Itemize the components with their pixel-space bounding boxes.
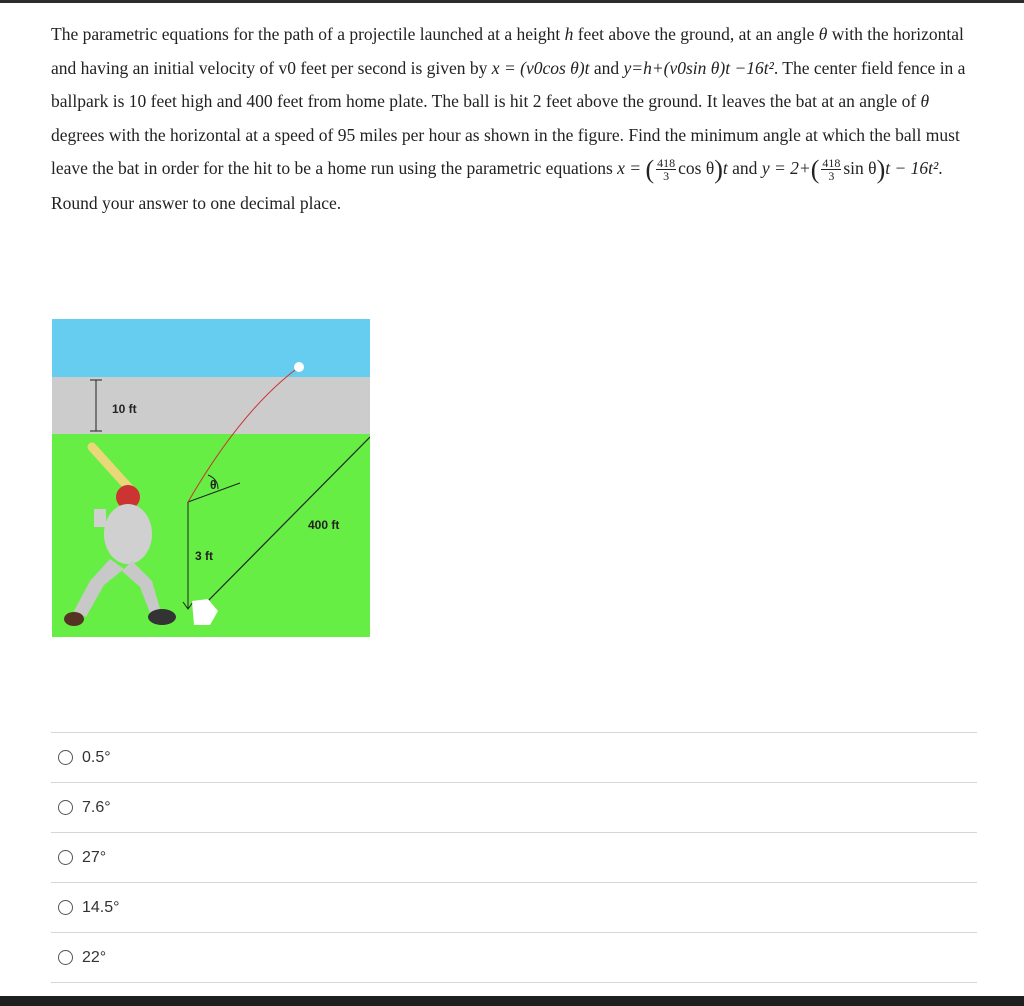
distance-label: 400 ft (308, 518, 340, 532)
question-line1-b: feet above the ground, at an angle (573, 24, 819, 44)
bat-height-label: 3 ft (195, 549, 213, 563)
question-and-2: and (727, 158, 762, 178)
equation-x: x = (v0cos θ)t (491, 57, 590, 78)
question-text (51, 18, 976, 220)
paren-open-2: ( (810, 155, 820, 185)
option-label: 14.5° (82, 898, 120, 916)
answer-options (51, 732, 977, 984)
question-and-1: and (589, 57, 624, 78)
paren-open: ( (645, 155, 655, 185)
batter-back-shoe (64, 612, 84, 626)
question-line1-c: with the horizontal and having an initial velocity of (51, 24, 964, 78)
var-h: h (564, 24, 574, 44)
option-3[interactable] (51, 882, 977, 932)
angle-label: θ (210, 478, 217, 492)
radio-button[interactable] (58, 750, 73, 765)
options-bottom-divider (51, 982, 977, 984)
top-bar (0, 0, 1024, 3)
cos-theta: cos θ (678, 158, 715, 178)
option-0[interactable] (51, 732, 977, 782)
question-line2: . The center field fence in a ballpark is 10 feet high and 400 feet from home plate. The ball is hit 2 feet above the ground. It leaves the bat at an angle of (51, 57, 966, 111)
param-eq-y-suffix: t − 16t² (885, 158, 939, 178)
var-theta: θ (818, 24, 828, 44)
var-t: t (722, 158, 728, 178)
question-line3: . Round your answer to one decimal place. (51, 158, 943, 213)
fence-height-label: 10 ft (112, 402, 137, 416)
batter-arm (94, 509, 106, 527)
radio-button[interactable] (58, 950, 73, 965)
sin-theta: sin θ (843, 158, 877, 178)
ballpark-diagram (52, 319, 370, 637)
sky (52, 319, 370, 377)
question-line1-a: The parametric equations for the path of a projectile launched at a height (51, 24, 565, 44)
equation-y: y=h+(v0sin θ)t −16t² (623, 57, 774, 78)
batter-front-shoe (148, 609, 176, 625)
fraction-418-3-second (821, 157, 841, 182)
fraction-denominator-2: 3 (828, 169, 835, 184)
batter-torso (104, 504, 152, 564)
fence-wall (52, 377, 370, 434)
option-1[interactable] (51, 782, 977, 832)
paren-close-2: ) (876, 155, 886, 185)
fraction-numerator: 418 (657, 156, 676, 171)
fraction-denominator: 3 (663, 169, 670, 184)
option-label: 22° (82, 948, 107, 966)
param-eq-y-prefix: y = 2+ (761, 158, 811, 178)
radio-button[interactable] (58, 850, 73, 865)
ballpark-figure (52, 319, 370, 637)
fraction-418-3 (656, 157, 676, 182)
question-line2-b: degrees with the horizontal at a speed of 95 miles per hour as shown in the figure. Find the minimum angle at which the ball must leave the bat in order for the hit to be a home run using the parametric equations (51, 124, 960, 178)
bottom-bar (0, 996, 1024, 1006)
var-theta-2: θ (920, 91, 930, 111)
option-4[interactable] (51, 932, 977, 982)
option-label: 27° (82, 848, 107, 866)
ball (294, 362, 304, 372)
option-2[interactable] (51, 832, 977, 882)
fraction-numerator-2: 418 (822, 156, 841, 171)
var-v0: v0 (278, 57, 296, 78)
option-label: 7.6° (82, 798, 111, 816)
param-eq-x-prefix: x = (617, 158, 646, 178)
question-line1-d: feet per second is given by (295, 57, 492, 78)
radio-button[interactable] (58, 900, 73, 915)
radio-button[interactable] (58, 800, 73, 815)
option-label: 0.5° (82, 748, 111, 766)
paren-close: ) (714, 155, 723, 185)
